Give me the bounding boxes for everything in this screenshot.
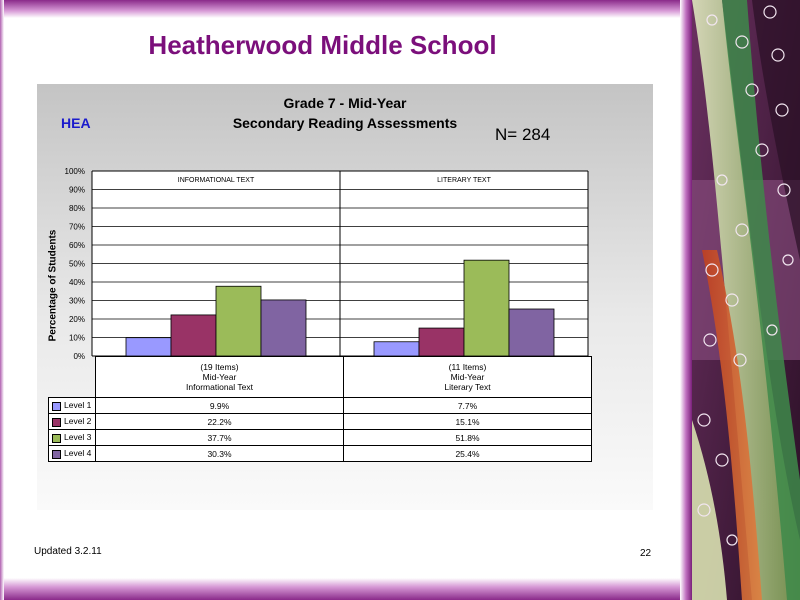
category-label-line: (11 Items): [448, 362, 487, 372]
bar: [374, 342, 419, 356]
updated-date: Updated 3.2.11: [34, 546, 102, 557]
n-label: N=: [495, 125, 518, 144]
bar: [419, 328, 464, 356]
category-label-line: Informational Text: [186, 382, 253, 392]
y-tick-label: 10%: [68, 333, 85, 343]
data-table: [48, 356, 592, 462]
y-tick-label: 60%: [68, 241, 85, 250]
legend-swatch: [52, 434, 61, 443]
y-tick-label: 80%: [68, 204, 85, 213]
table-cell: 37.7%: [96, 430, 344, 446]
table-cell: 51.8%: [344, 430, 592, 446]
table-cell: 15.1%: [344, 414, 592, 430]
table-row: [49, 430, 592, 446]
category-label: [344, 357, 592, 398]
table-corner: [49, 357, 96, 398]
y-axis-label: Percentage of Students: [47, 229, 59, 342]
legend-entry: [49, 446, 96, 462]
bar: [261, 300, 306, 356]
category-label: [96, 357, 344, 398]
legend-swatch: [52, 402, 61, 411]
table-cell: 7.7%: [344, 398, 592, 414]
legend-label: Level 3: [64, 432, 92, 443]
bar: [171, 315, 216, 356]
legend-label: Level 1: [64, 400, 92, 411]
legend-entry: [49, 398, 96, 414]
school-code-label: HEA: [61, 115, 91, 131]
y-tick-label: 50%: [68, 259, 85, 269]
bar: [216, 286, 261, 356]
chart-title: Grade 7 - Mid-Year: [283, 95, 407, 111]
category-label-line: Literary Text: [444, 382, 491, 392]
table-header-row: [49, 357, 592, 398]
legend-swatch: [52, 418, 61, 427]
legend-label: Level 4: [64, 448, 92, 459]
legend-entry: [49, 430, 96, 446]
category-label-line: (19 Items): [200, 362, 239, 372]
page-title: Heatherwood Middle School: [148, 30, 497, 60]
category-label-line: Mid-Year: [202, 372, 237, 382]
panel-title: INFORMATIONAL TEXT: [177, 177, 255, 184]
y-tick-label: 70%: [68, 222, 85, 232]
page-number: 22: [640, 548, 652, 559]
bar: [464, 260, 509, 356]
y-tick-label: 40%: [68, 278, 85, 287]
table-cell: 9.9%: [96, 398, 344, 414]
bar: [126, 338, 171, 356]
legend-swatch: [52, 450, 61, 459]
table-row: [49, 446, 592, 462]
y-tick-label: 0%: [73, 352, 85, 361]
table-cell: 25.4%: [344, 446, 592, 462]
table-cell: 22.2%: [96, 414, 344, 430]
chart-subtitle: Secondary Reading Assessments: [232, 115, 458, 131]
legend-label: Level 2: [64, 416, 92, 427]
table-row: [49, 398, 592, 414]
n-value: 284: [521, 125, 551, 144]
category-label-line: Mid-Year: [450, 372, 485, 382]
y-tick-label: 30%: [68, 296, 85, 306]
y-tick-label: 100%: [64, 167, 85, 176]
table-row: [49, 414, 592, 430]
y-tick-label: 90%: [68, 185, 85, 195]
bar: [509, 309, 554, 356]
legend-entry: [49, 414, 96, 430]
panel-title: LITERARY TEXT: [437, 177, 491, 184]
y-tick-label: 20%: [68, 315, 85, 324]
table-cell: 30.3%: [96, 446, 344, 462]
